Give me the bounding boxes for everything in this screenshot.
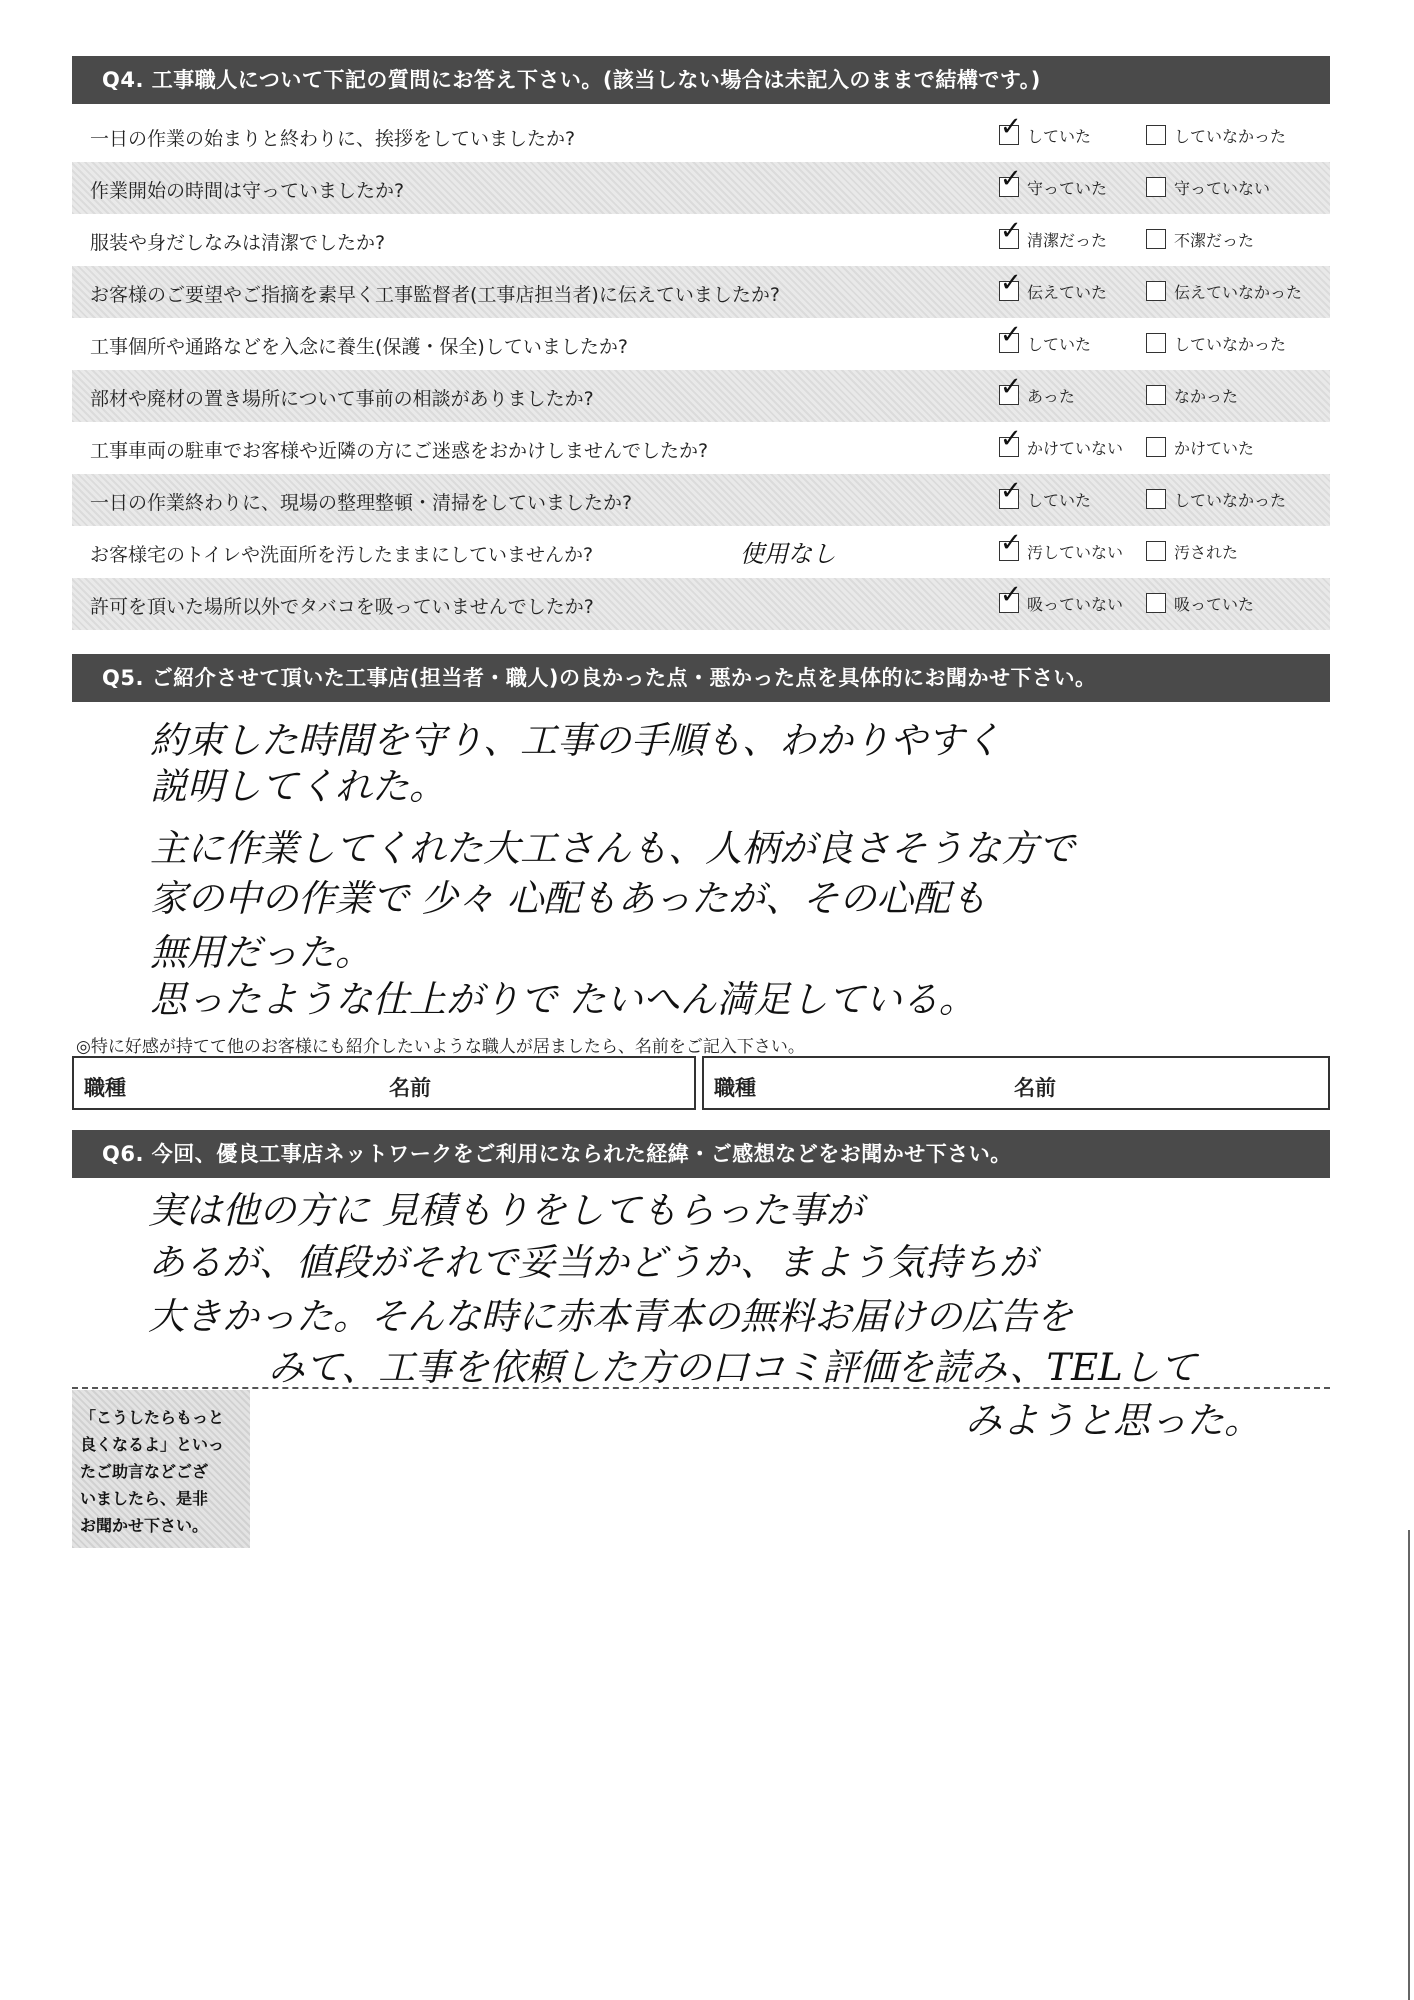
check-mark-icon: ✓ — [1000, 320, 1022, 350]
option-label: 吸っていた — [1174, 595, 1255, 614]
check-mark-icon: ✓ — [1000, 424, 1022, 454]
referral-box-right[interactable] — [702, 1056, 1330, 1110]
q4-row — [72, 526, 1330, 578]
answer-option[interactable] — [999, 268, 1108, 303]
q6-answer-line: みようと思った。 — [965, 1399, 1261, 1442]
answer-option[interactable] — [1146, 592, 1254, 615]
referral-box-left[interactable] — [72, 1056, 696, 1110]
q5-header: Q5. ご紹介させて頂いた工事店(担当者・職人)の良かった点・悪かった点を具体的にお聞かせ下さい。 — [72, 654, 1330, 702]
q4-row — [72, 474, 1330, 526]
option-label: していなかった — [1174, 127, 1287, 146]
option-label: 汚された — [1174, 543, 1239, 562]
checkbox[interactable] — [999, 372, 1022, 405]
q4-row — [72, 110, 1330, 162]
divider — [72, 1387, 1330, 1389]
answer-option[interactable] — [999, 580, 1124, 615]
checkbox[interactable] — [999, 476, 1022, 509]
job-type-label: 職種 — [84, 1076, 126, 1100]
option-label: 守っていた — [1027, 179, 1108, 198]
name-label: 名前 — [1014, 1076, 1056, 1100]
answer-option[interactable] — [1146, 488, 1286, 511]
checkbox[interactable] — [1146, 333, 1166, 353]
q4-row — [72, 578, 1330, 630]
question-text: 工事車両の駐車でお客様や近隣の方にご迷惑をおかけしませんでしたか? — [90, 440, 709, 462]
option-label: していた — [1027, 335, 1092, 354]
checkbox[interactable] — [999, 580, 1022, 613]
checkbox[interactable] — [999, 528, 1022, 561]
answer-option[interactable] — [1146, 280, 1302, 303]
check-mark-icon: ✓ — [1000, 268, 1022, 298]
answer-option[interactable] — [1146, 540, 1238, 563]
answer-option[interactable] — [1146, 384, 1238, 407]
checkbox[interactable] — [1146, 437, 1166, 457]
job-type-label: 職種 — [714, 1076, 756, 1100]
q6-answer-line: 大きかった。そんな時に赤本青本の無料お届けの広告を — [148, 1295, 1073, 1338]
checkbox[interactable] — [1146, 489, 1166, 509]
name-label: 名前 — [389, 1076, 431, 1100]
check-mark-icon: ✓ — [1000, 476, 1022, 506]
q5-answer-line: 約束した時間を守り、工事の手順も、わかりやすく — [150, 719, 1001, 762]
option-label: かけていない — [1027, 439, 1124, 458]
q4-row — [72, 162, 1330, 214]
option-label: 吸っていない — [1027, 595, 1124, 614]
q6-answer-line: みて、工事を依頼した方の口コミ評価を読み、TELして — [268, 1346, 1197, 1389]
q6-answer-line: 実は他の方に 見積もりをしてもらった事が — [148, 1189, 863, 1232]
option-label: していなかった — [1174, 491, 1287, 510]
check-mark-icon: ✓ — [1000, 112, 1022, 142]
q5-answer-line: 思ったような仕上がりで たいへん満足している。 — [150, 978, 976, 1021]
check-mark-icon: ✓ — [1000, 164, 1022, 194]
q4-row — [72, 422, 1330, 474]
question-text: 許可を頂いた場所以外でタバコを吸っていませんでしたか? — [90, 596, 594, 618]
q4-header: Q4. 工事職人について下記の質問にお答え下さい。(該当しない場合は未記入のままで結構です。) — [72, 56, 1330, 104]
answer-option[interactable] — [999, 476, 1092, 511]
question-text: 服装や身だしなみは清潔でしたか? — [90, 232, 386, 254]
checkbox[interactable] — [1146, 125, 1166, 145]
checkbox[interactable] — [999, 268, 1022, 301]
answer-option[interactable] — [999, 424, 1124, 459]
option-label: 汚していない — [1027, 543, 1124, 562]
option-label: 守っていない — [1174, 179, 1271, 198]
option-label: 伝えていなかった — [1174, 283, 1303, 302]
option-label: 伝えていた — [1027, 283, 1108, 302]
check-mark-icon: ✓ — [1000, 372, 1022, 402]
answer-option[interactable] — [999, 216, 1108, 251]
option-label: 不潔だった — [1174, 231, 1255, 250]
checkbox[interactable] — [1146, 281, 1166, 301]
answer-option[interactable] — [999, 372, 1075, 407]
option-label: なかった — [1174, 387, 1239, 406]
checkbox[interactable] — [1146, 177, 1166, 197]
question-text: 部材や廃材の置き場所について事前の相談がありましたか? — [90, 388, 594, 410]
check-mark-icon: ✓ — [1000, 216, 1022, 246]
checkbox[interactable] — [1146, 385, 1166, 405]
question-text: お客様のご要望やご指摘を素早く工事監督者(工事店担当者)に伝えていましたか? — [90, 284, 780, 306]
q5-answer-line: 説明してくれた。 — [150, 765, 446, 808]
option-label: していた — [1027, 491, 1092, 510]
option-label: していなかった — [1174, 335, 1287, 354]
q4-row — [72, 318, 1330, 370]
answer-option[interactable] — [999, 164, 1108, 199]
answer-option[interactable] — [999, 320, 1092, 355]
q4-row — [72, 370, 1330, 422]
checkbox[interactable] — [999, 320, 1022, 353]
q4-row — [72, 214, 1330, 266]
checkbox[interactable] — [1146, 229, 1166, 249]
question-text: 作業開始の時間は守っていましたか? — [90, 180, 405, 202]
check-mark-icon: ✓ — [1000, 528, 1022, 558]
option-label: 清潔だった — [1027, 231, 1108, 250]
referral-note: ◎特に好感が持てて他のお客様にも紹介したいような職人が居ましたら、名前をご記入下さい。 — [76, 1037, 805, 1057]
checkbox[interactable] — [999, 216, 1022, 249]
checkbox[interactable] — [999, 112, 1022, 145]
checkbox[interactable] — [1146, 541, 1166, 561]
q6-answer-line: あるが、値段がそれで妥当かどうか、まよう気持ちが — [148, 1241, 1036, 1284]
question-text: 工事個所や通路などを入念に養生(保護・保全)していましたか? — [90, 336, 628, 358]
q6-header: Q6. 今回、優良工事店ネットワークをご利用になられた経緯・ご感想などをお聞かせ下さい。 — [72, 1130, 1330, 1178]
checkbox[interactable] — [1146, 593, 1166, 613]
scan-edge-line — [1408, 1530, 1410, 2000]
answer-option[interactable] — [1146, 124, 1286, 147]
option-label: かけていた — [1174, 439, 1255, 458]
check-mark-icon: ✓ — [1000, 580, 1022, 610]
answer-option[interactable] — [1146, 176, 1270, 199]
answer-option[interactable] — [999, 112, 1092, 147]
q5-answer-line: 無用だった。 — [150, 931, 372, 974]
advice-text: 「こうしたらもっと 良くなるよ」といっ たご助言などござ いましたら、是非 お聞かせ下さい。 — [80, 1408, 225, 1535]
checkbox[interactable] — [999, 164, 1022, 197]
option-label: していた — [1027, 127, 1092, 146]
q5-answer-line: 主に作業してくれた大工さんも、人柄が良さそうな方で — [150, 827, 1075, 870]
question-text: 一日の作業終わりに、現場の整理整頓・清掃をしていましたか? — [90, 492, 633, 514]
answer-option[interactable] — [999, 528, 1124, 563]
checkbox[interactable] — [999, 424, 1022, 457]
advice-box — [72, 1390, 250, 1548]
answer-option[interactable] — [1146, 228, 1254, 251]
handwritten-note: 使用なし — [740, 540, 836, 568]
question-text: お客様宅のトイレや洗面所を汚したままにしていませんか? — [90, 544, 594, 566]
answer-option[interactable] — [1146, 436, 1254, 459]
q5-answer-line: 家の中の作業で 少々 心配もあったが、その心配も — [150, 877, 988, 920]
question-text: 一日の作業の始まりと終わりに、挨拶をしていましたか? — [90, 128, 576, 150]
option-label: あった — [1027, 387, 1075, 406]
answer-option[interactable] — [1146, 332, 1286, 355]
q4-row — [72, 266, 1330, 318]
